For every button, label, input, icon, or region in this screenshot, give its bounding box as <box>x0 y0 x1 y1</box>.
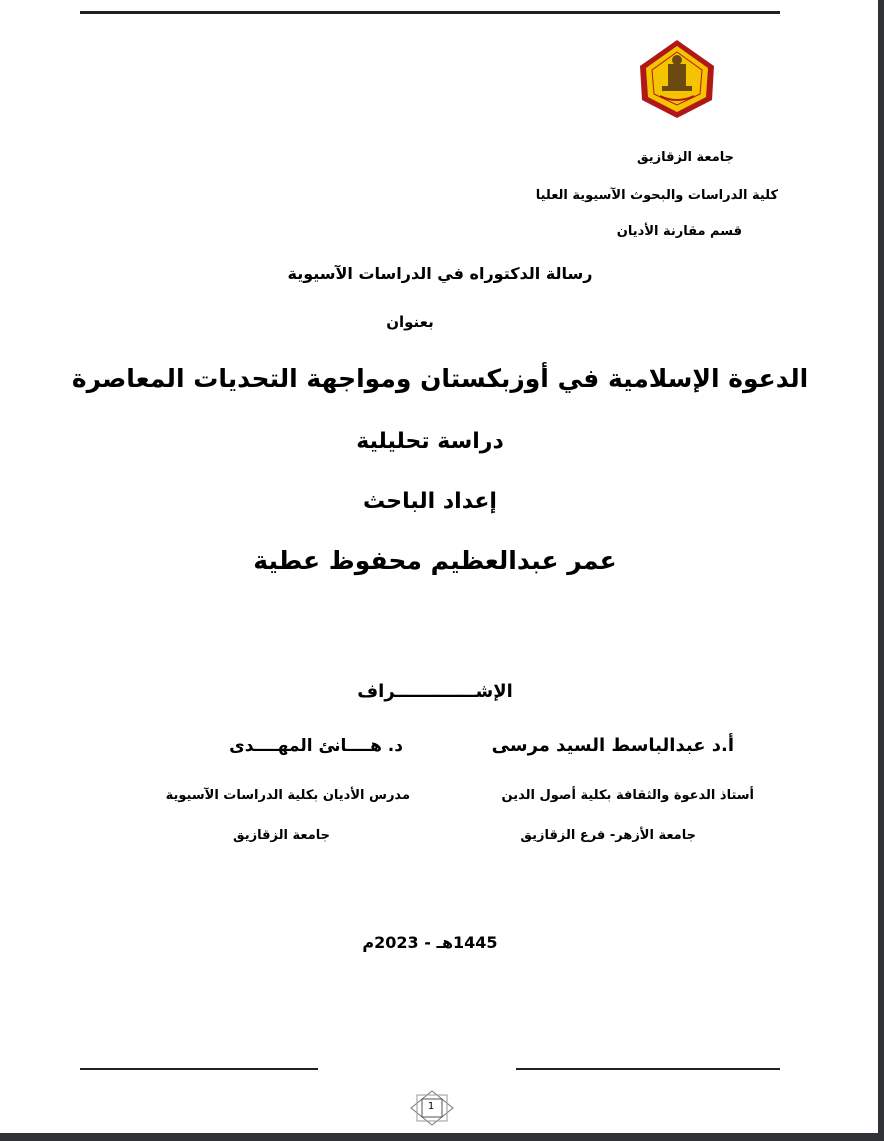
department-name: قسم مقارنة الأديان <box>616 224 742 239</box>
thesis-title: الدعوة الإسلامية في أوزبكستان ومواجهة التحديات المعاصرة <box>71 364 809 393</box>
viewer-bottom-edge <box>0 1133 884 1141</box>
supervisor-2-name: د. هــــانئ المهــــدى <box>229 736 403 756</box>
viewer-right-edge <box>878 0 884 1141</box>
supervisor-2-position: مدرس الأديان بكلية الدراسات الآسيوية <box>165 788 410 803</box>
thesis-subtitle: دراسة تحليلية <box>356 429 504 454</box>
supervisor-2-institution: جامعة الزقازيق <box>233 828 330 843</box>
prepared-by-label: إعداد الباحث <box>363 489 497 514</box>
degree-line: رسالة الدكتوراه في الدراسات الآسيوية <box>287 264 593 283</box>
entitled-label: بعنوان <box>386 313 434 331</box>
faculty-name: كلية الدراسات والبحوث الآسيوية العليا <box>535 188 778 203</box>
bottom-rule-left <box>80 1068 318 1070</box>
date-line: 1445هـ - 2023م <box>362 933 498 952</box>
supervisor-1-institution: جامعة الأزهر- فرع الزقازيق <box>520 828 696 843</box>
university-name: جامعة الزقازيق <box>637 150 734 165</box>
researcher-name: عمر عبدالعظيم محفوظ عطية <box>253 546 617 575</box>
top-rule <box>80 11 780 14</box>
bottom-rule-right <box>516 1068 780 1070</box>
supervision-heading: الإشـــــــــــــراف <box>357 681 513 702</box>
zagazig-university-logo-icon <box>632 38 722 120</box>
supervisor-1-position: أستاذ الدعوة والثقافة بكلية أصول الدين <box>501 788 754 803</box>
supervisor-1-name: أ.د عبدالباسط السيد مرسى <box>491 735 734 756</box>
page-number: 1 <box>427 1101 435 1112</box>
